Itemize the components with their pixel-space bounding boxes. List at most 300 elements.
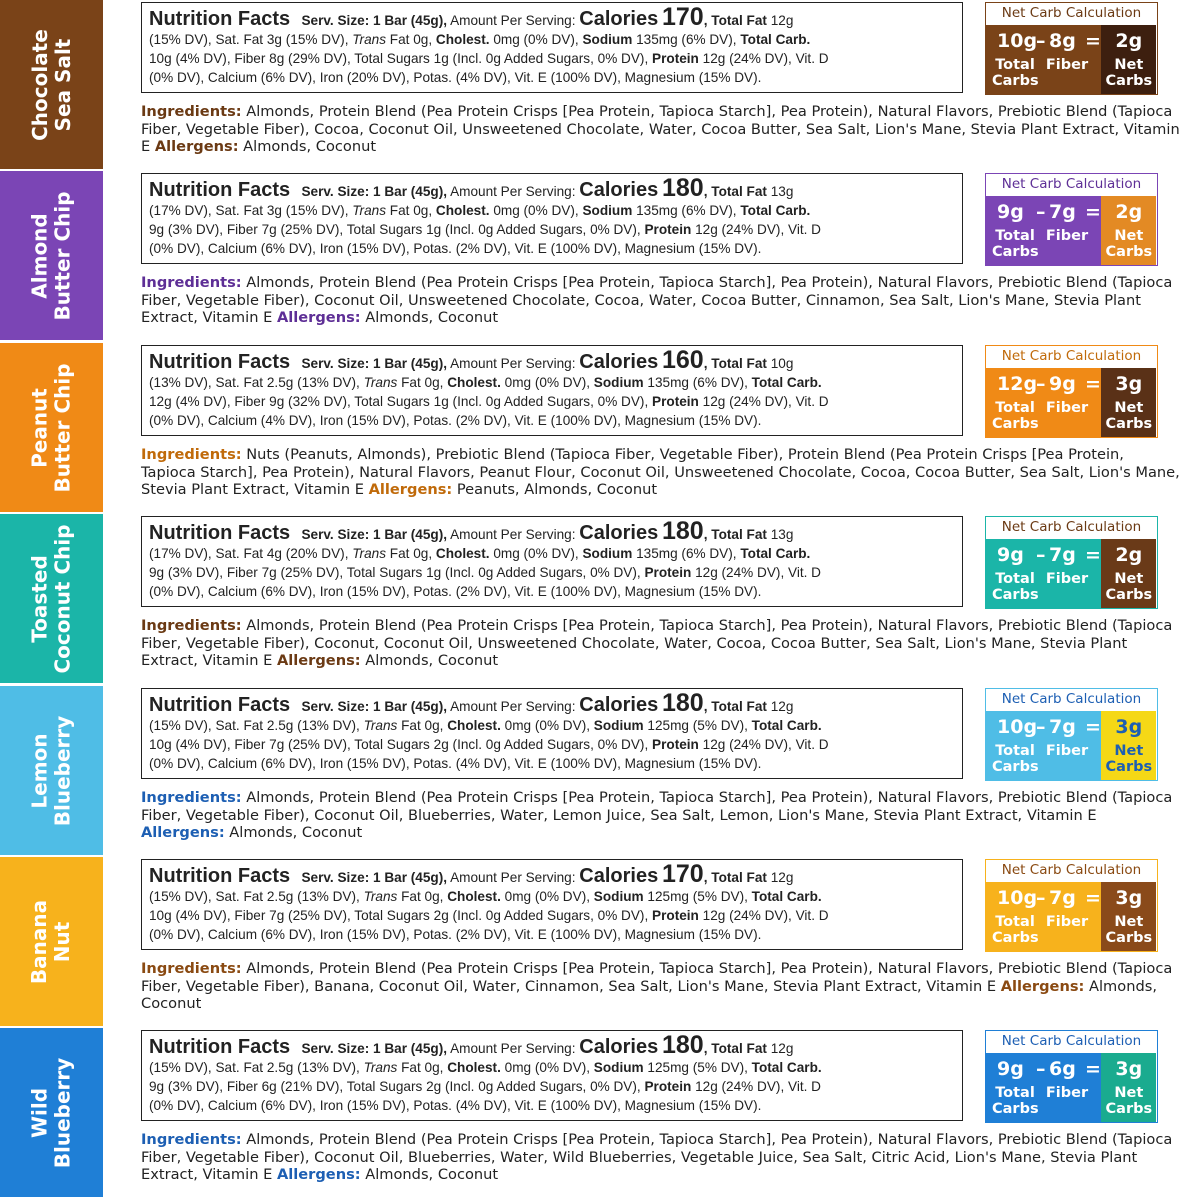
calories-value: 170 xyxy=(662,860,704,888)
flavor-row xyxy=(0,171,1200,342)
sodium-label: Sodium xyxy=(582,32,633,47)
total-sugars-value: 1g (Incl. 0g Added Sugars, 0% DV), xyxy=(433,51,649,66)
fiber-carbs-value: 7g xyxy=(1049,716,1076,738)
total-fat-value: 13g xyxy=(770,527,794,542)
ingredients-text xyxy=(141,617,1181,670)
ingredients-text xyxy=(141,789,1181,842)
nutrition-facts-panel: Nutrition Facts Serv. Size: 1 Bar (45g), Amount Per Serving: Calories 180, Total Fat 12g (15% DV), Sat. Fat 2.5g (13% DV), Trans Fat 0g, Cholest. 0mg (0% DV), Sodium 125mg (5% DV), Total Carb. 10g (4% DV), Fiber 7g (25% DV), Total Sugars 2g (Incl. 0g Added Sugars, 0% DV), Protein 12g (24% DV), Vit. D (0% DV), Calcium (6% DV), Iron (15% DV), Potas. (4% DV), Vit. E (100% DV), Magnesium (15% DV). xyxy=(141,688,963,779)
flavor-name-tab xyxy=(0,343,103,512)
sat-fat-value: 2.5g (13% DV), xyxy=(266,375,360,390)
total-sugars-label: Total Sugars xyxy=(346,565,423,580)
protein-label: Protein xyxy=(652,908,699,923)
protein-label: Protein xyxy=(652,51,699,66)
total-fat-dv: (15% DV), xyxy=(149,889,212,904)
net-carbs-result xyxy=(1101,368,1156,437)
cholest-value: 0mg (0% DV), xyxy=(504,375,590,390)
nutrition-facts-heading: Nutrition Facts xyxy=(149,694,291,716)
nutrition-facts-panel: Nutrition Facts Serv. Size: 1 Bar (45g), Amount Per Serving: Calories 180, Total Fat 13g (17% DV), Sat. Fat 4g (20% DV), Trans Fat 0g, Cholest. 0mg (0% DV), Sodium 135mg (6% DV), Total Carb. 9g (3% DV), Fiber 7g (25% DV), Total Sugars 1g (Incl. 0g Added Sugars, 0% DV), Protein 12g (24% DV), Vit. D (0% DV), Calcium (6% DV), Iron (15% DV), Potas. (2% DV), Vit. E (100% DV), Magnesium (15% DV). xyxy=(141,516,963,607)
cholest-value: 0mg (0% DV), xyxy=(504,718,590,733)
total-fat-label: Total Fat xyxy=(711,527,767,542)
fiber-value: 6g (21% DV), xyxy=(261,1079,344,1094)
equals-sign: = xyxy=(1085,887,1101,909)
micronutrients-line: (0% DV), Calcium (6% DV), Iron (15% DV), Potas. (2% DV), Vit. E (100% DV), Magnesium (15% DV). xyxy=(149,584,762,599)
nutrition-facts-panel: Nutrition Facts Serv. Size: 1 Bar (45g), Amount Per Serving: Calories 170, Total Fat 12g (15% DV), Sat. Fat 2.5g (13% DV), Trans Fat 0g, Cholest. 0mg (0% DV), Sodium 125mg (5% DV), Total Carb. 10g (4% DV), Fiber 7g (25% DV), Total Sugars 2g (Incl. 0g Added Sugars, 0% DV), Protein 12g (24% DV), Vit. D (0% DV), Calcium (6% DV), Iron (15% DV), Potas. (2% DV), Vit. E (100% DV), Magnesium (15% DV). xyxy=(141,859,963,950)
sat-fat-value: 2.5g (13% DV), xyxy=(266,718,360,733)
amount-per-serving-label: Amount Per Serving: xyxy=(450,870,576,885)
net-carb-calculation-box xyxy=(985,859,1158,952)
protein-value: 12g (24% DV), Vit. D xyxy=(695,1079,821,1094)
ingredients-label: Ingredients: xyxy=(141,103,242,120)
sodium-value: 135mg (6% DV), xyxy=(636,203,737,218)
total-carb-value: 10g (4% DV), xyxy=(149,51,231,66)
allergens-list: Almonds, Coconut xyxy=(243,138,377,155)
serving-size: Serv. Size: 1 Bar (45g), xyxy=(301,870,448,885)
allergens-label: Allergens: xyxy=(276,652,361,669)
net-carbs-result xyxy=(1101,25,1156,94)
total-carbs-value: 10g xyxy=(997,887,1038,909)
fiber-carbs-label: Fiber xyxy=(1045,914,1089,930)
fiber-value: 7g (25% DV), xyxy=(269,737,351,752)
flavor-name-line2: Nut xyxy=(50,921,75,962)
total-sugars-value: 1g (Incl. 0g Added Sugars, 0% DV), xyxy=(433,394,649,409)
amount-per-serving-label: Amount Per Serving: xyxy=(450,527,576,542)
serving-size: Serv. Size: 1 Bar (45g), xyxy=(301,356,448,371)
flavor-name-line1: Wild xyxy=(27,1087,52,1138)
protein-label: Protein xyxy=(652,737,699,752)
total-carbs-value: 10g xyxy=(997,716,1038,738)
nutrition-facts-heading: Nutrition Facts xyxy=(149,865,291,887)
cholest-value: 0mg (0% DV), xyxy=(493,32,579,47)
sodium-value: 125mg (5% DV), xyxy=(647,1060,748,1075)
total-fat-value: 12g xyxy=(770,699,794,714)
total-carb-value: 9g (3% DV), xyxy=(149,565,224,580)
total-fat-label: Total Fat xyxy=(711,13,767,28)
cholest-label: Cholest. xyxy=(447,889,501,904)
calories-label: Calories xyxy=(579,1036,659,1058)
flavor-name-tab xyxy=(0,1028,103,1197)
total-fat-dv: (15% DV), xyxy=(149,718,212,733)
sat-fat-value: 2.5g (13% DV), xyxy=(266,1060,360,1075)
total-fat-dv: (15% DV), xyxy=(149,32,212,47)
sat-fat-label: Sat. Fat xyxy=(215,889,264,904)
net-carb-title: Net Carb Calculation xyxy=(1001,862,1142,878)
ingredients-list: Almonds, Protein Blend (Pea Protein Crisps [Pea Protein, Tapioca Starch], Pea Protein), Natural Flavors, Prebiotic Blend (Tapioca Fiber, Vegetable Fiber), Coconut Oil, Unsweetened Chocolate, Cocoa, Water, Cocoa Butter, Cinnamon, Sea Salt, Lion's Mane, Stevia Plant Extract, Vitamin E xyxy=(141,274,1173,326)
flavor-name-line2: Butter Chip xyxy=(50,190,75,321)
net-carbs-label: Net Carbs xyxy=(1105,57,1153,89)
ingredients-label: Ingredients: xyxy=(141,446,242,463)
total-carb-label: Total Carb. xyxy=(740,32,811,47)
net-carb-title: Net Carb Calculation xyxy=(1001,1033,1142,1049)
total-carbs-value: 10g xyxy=(997,30,1038,52)
fiber-value: 7g (25% DV), xyxy=(269,908,351,923)
protein-value: 12g (24% DV), Vit. D xyxy=(702,394,829,409)
equals-sign: = xyxy=(1085,544,1101,566)
total-sugars-label: Total Sugars xyxy=(354,51,430,66)
ingredients-list: Almonds, Protein Blend (Pea Protein Crisps [Pea Protein, Tapioca Starch], Pea Protein), Natural Flavors, Prebiotic Blend (Tapioca Fiber, Vegetable Fiber), Banana, Coconut Oil, Water, Cinnamon, Sea Salt, Lion's Mane, Stevia Plant Extract, Vitamin E xyxy=(141,960,1173,995)
amount-per-serving-label: Amount Per Serving: xyxy=(450,356,576,371)
total-fat-label: Total Fat xyxy=(711,870,767,885)
calories-value: 160 xyxy=(662,346,704,374)
cholest-label: Cholest. xyxy=(435,32,490,47)
net-carb-calculation-box xyxy=(985,173,1158,266)
equals-sign: = xyxy=(1085,201,1101,223)
nutrition-facts-panel: Nutrition Facts Serv. Size: 1 Bar (45g), Amount Per Serving: Calories 180, Total Fat 12g (15% DV), Sat. Fat 2.5g (13% DV), Trans Fat 0g, Cholest. 0mg (0% DV), Sodium 125mg (5% DV), Total Carb. 9g (3% DV), Fiber 6g (21% DV), Total Sugars 2g (Incl. 0g Added Sugars, 0% DV), Protein 12g (24% DV), Vit. D (0% DV), Calcium (6% DV), Iron (15% DV), Potas. (4% DV), Vit. E (100% DV), Magnesium (15% DV). xyxy=(141,1030,963,1121)
cholest-label: Cholest. xyxy=(447,718,501,733)
trans-fat-value: Fat 0g, xyxy=(389,203,433,218)
total-sugars-label: Total Sugars xyxy=(354,908,430,923)
net-carbs-value: 2g xyxy=(1115,201,1143,223)
sodium-label: Sodium xyxy=(593,375,644,390)
total-fat-value: 12g xyxy=(770,1041,794,1056)
net-carbs-result xyxy=(1101,882,1156,951)
protein-label: Protein xyxy=(644,1079,692,1094)
fiber-label: Fiber xyxy=(234,51,266,66)
protein-value: 12g (24% DV), Vit. D xyxy=(702,51,829,66)
trans-fat-value: Fat 0g, xyxy=(389,32,433,47)
total-carbs-value: 9g xyxy=(997,544,1024,566)
fiber-carbs-label: Fiber xyxy=(1045,743,1089,759)
total-carb-label: Total Carb. xyxy=(751,375,822,390)
trans-fat-value: Fat 0g, xyxy=(401,889,444,904)
net-carb-equation xyxy=(986,711,1101,780)
micronutrients-line: (0% DV), Calcium (6% DV), Iron (15% DV), Potas. (4% DV), Vit. E (100% DV), Magnesium (15% DV). xyxy=(149,1098,762,1113)
nutrition-facts-heading: Nutrition Facts xyxy=(149,1036,291,1058)
sat-fat-label: Sat. Fat xyxy=(215,546,264,561)
flavor-name-line1: Banana xyxy=(27,899,52,984)
calories-value: 180 xyxy=(662,689,704,717)
net-carb-calculation-box xyxy=(985,1030,1158,1123)
minus-sign: – xyxy=(1036,887,1046,909)
calories-label: Calories xyxy=(579,8,659,30)
total-sugars-label: Total Sugars xyxy=(346,1079,423,1094)
flavor-row xyxy=(0,686,1200,857)
fiber-carbs-value: 7g xyxy=(1049,201,1076,223)
net-carb-equation xyxy=(986,882,1101,951)
cholest-value: 0mg (0% DV), xyxy=(493,203,579,218)
calories-label: Calories xyxy=(579,694,659,716)
total-carb-value: 10g (4% DV), xyxy=(149,737,231,752)
net-carbs-value: 3g xyxy=(1115,887,1143,909)
total-fat-label: Total Fat xyxy=(711,1041,767,1056)
total-carb-label: Total Carb. xyxy=(751,889,822,904)
flavor-name-line1: Chocolate xyxy=(27,28,52,141)
flavor-name-tab xyxy=(0,171,103,340)
total-fat-dv: (17% DV), xyxy=(149,546,212,561)
fiber-carbs-label: Fiber xyxy=(1045,1085,1089,1101)
sat-fat-label: Sat. Fat xyxy=(215,375,264,390)
nutrition-facts-heading: Nutrition Facts xyxy=(149,179,291,201)
trans-label: Trans xyxy=(363,889,398,904)
total-fat-dv: (17% DV), xyxy=(149,203,212,218)
total-fat-label: Total Fat xyxy=(711,356,767,371)
net-carbs-result xyxy=(1101,711,1156,780)
minus-sign: – xyxy=(1036,373,1046,395)
flavor-name-line1: Lemon xyxy=(27,732,52,809)
serving-size: Serv. Size: 1 Bar (45g), xyxy=(301,699,448,714)
sodium-label: Sodium xyxy=(593,1060,644,1075)
trans-label: Trans xyxy=(352,546,387,561)
total-carb-value: 9g (3% DV), xyxy=(149,222,224,237)
sodium-value: 135mg (6% DV), xyxy=(636,32,737,47)
sodium-value: 125mg (5% DV), xyxy=(647,718,748,733)
serving-size: Serv. Size: 1 Bar (45g), xyxy=(301,527,448,542)
total-carbs-label: Total Carbs xyxy=(992,1085,1039,1117)
ingredients-text xyxy=(141,1131,1181,1184)
fiber-value: 8g (29% DV), xyxy=(269,51,351,66)
trans-label: Trans xyxy=(363,1060,398,1075)
net-carbs-label: Net Carbs xyxy=(1105,228,1153,260)
total-fat-value: 12g xyxy=(770,13,794,28)
net-carbs-label: Net Carbs xyxy=(1105,400,1153,432)
fiber-carbs-value: 6g xyxy=(1049,1058,1076,1080)
calories-label: Calories xyxy=(579,522,659,544)
fiber-label: Fiber xyxy=(234,908,266,923)
net-carb-title: Net Carb Calculation xyxy=(1001,176,1142,192)
minus-sign: – xyxy=(1036,716,1046,738)
protein-value: 12g (24% DV), Vit. D xyxy=(695,565,821,580)
protein-value: 12g (24% DV), Vit. D xyxy=(702,908,829,923)
total-sugars-value: 2g (Incl. 0g Added Sugars, 0% DV), xyxy=(433,908,649,923)
ingredients-text xyxy=(141,103,1181,156)
flavor-name-tab xyxy=(0,857,103,1026)
net-carbs-label: Net Carbs xyxy=(1105,571,1153,603)
total-fat-label: Total Fat xyxy=(711,184,767,199)
minus-sign: – xyxy=(1036,1058,1046,1080)
fiber-carbs-label: Fiber xyxy=(1045,228,1089,244)
ingredients-list: Nuts (Peanuts, Almonds), Prebiotic Blend (Tapioca Fiber, Vegetable Fiber), Protein Blend (Pea Protein Crisps [Pea Protein, Tapioca Starch], Pea Protein), Natural Flavors, Peanut Flour, Coconut Oil, Unsweetened Chocolate, Cocoa, Cocoa Butter, Sea Salt, Lion's Mane, Stevia Plant Extract, Vitamin E xyxy=(141,446,1180,498)
fiber-label: Fiber xyxy=(234,394,266,409)
protein-value: 12g (24% DV), Vit. D xyxy=(702,737,829,752)
micronutrients-line: (0% DV), Calcium (6% DV), Iron (20% DV), Potas. (4% DV), Vit. E (100% DV), Magnesium (15% DV). xyxy=(149,70,762,85)
net-carbs-value: 3g xyxy=(1115,373,1143,395)
sodium-value: 125mg (5% DV), xyxy=(647,889,748,904)
trans-label: Trans xyxy=(363,718,398,733)
fiber-carbs-value: 7g xyxy=(1049,887,1076,909)
serving-size: Serv. Size: 1 Bar (45g), xyxy=(301,1041,448,1056)
ingredients-list: Almonds, Protein Blend (Pea Protein Crisps [Pea Protein, Tapioca Starch], Pea Protein), Natural Flavors, Prebiotic Blend (Tapioca Fiber, Vegetable Fiber), Coconut Oil, Blueberries, Water, Wild Blueberries, Vegetable Juice, Sea Salt, Citric Acid, Lion's Mane, Stevia Plant Extract, Vitamin E xyxy=(141,1131,1173,1183)
amount-per-serving-label: Amount Per Serving: xyxy=(450,13,576,28)
ingredients-label: Ingredients: xyxy=(141,960,242,977)
flavor-name-line1: Toasted xyxy=(27,554,52,643)
fiber-label: Fiber xyxy=(234,737,266,752)
net-carbs-label: Net Carbs xyxy=(1105,743,1153,775)
amount-per-serving-label: Amount Per Serving: xyxy=(450,699,576,714)
net-carb-calculation-box xyxy=(985,345,1158,438)
fiber-label: Fiber xyxy=(226,1079,258,1094)
cholest-value: 0mg (0% DV), xyxy=(493,546,579,561)
flavor-name-line2: Coconut Chip xyxy=(50,523,75,674)
allergens-label: Allergens: xyxy=(141,824,225,841)
trans-fat-value: Fat 0g, xyxy=(401,375,444,390)
cholest-value: 0mg (0% DV), xyxy=(504,1060,590,1075)
sat-fat-value: 3g (15% DV), xyxy=(266,203,349,218)
calories-value: 180 xyxy=(662,1031,704,1059)
fiber-carbs-value: 7g xyxy=(1049,544,1076,566)
total-carb-value: 12g (4% DV), xyxy=(149,394,231,409)
net-carb-calculation-box xyxy=(985,516,1158,609)
protein-value: 12g (24% DV), Vit. D xyxy=(695,222,821,237)
nutrition-facts-panel: Nutrition Facts Serv. Size: 1 Bar (45g), Amount Per Serving: Calories 170, Total Fat 12g (15% DV), Sat. Fat 3g (15% DV), Trans Fat 0g, Cholest. 0mg (0% DV), Sodium 135mg (6% DV), Total Carb. 10g (4% DV), Fiber 8g (29% DV), Total Sugars 1g (Incl. 0g Added Sugars, 0% DV), Protein 12g (24% DV), Vit. D (0% DV), Calcium (6% DV), Iron (20% DV), Potas. (4% DV), Vit. E (100% DV), Magnesium (15% DV). xyxy=(141,2,963,93)
flavor-name-tab xyxy=(0,514,103,683)
total-sugars-value: 1g (Incl. 0g Added Sugars, 0% DV), xyxy=(426,565,641,580)
trans-fat-value: Fat 0g, xyxy=(389,546,433,561)
micronutrients-line: (0% DV), Calcium (6% DV), Iron (15% DV), Potas. (2% DV), Vit. E (100% DV), Magnesium (15% DV). xyxy=(149,241,762,256)
net-carb-title: Net Carb Calculation xyxy=(1001,519,1142,535)
allergens-list: Almonds, Coconut xyxy=(229,824,363,841)
cholest-value: 0mg (0% DV), xyxy=(504,889,590,904)
total-carbs-label: Total Carbs xyxy=(992,571,1039,603)
flavor-row xyxy=(0,514,1200,685)
calories-label: Calories xyxy=(579,351,659,373)
ingredients-label: Ingredients: xyxy=(141,1131,242,1148)
allergens-label: Allergens: xyxy=(276,309,361,326)
flavor-name-line2: Sea Salt xyxy=(50,38,75,131)
flavor-name-line1: Almond xyxy=(27,212,52,299)
serving-size: Serv. Size: 1 Bar (45g), xyxy=(301,13,448,28)
cholest-label: Cholest. xyxy=(447,1060,501,1075)
total-sugars-label: Total Sugars xyxy=(346,222,423,237)
total-carbs-label: Total Carbs xyxy=(992,400,1039,432)
total-carbs-value: 9g xyxy=(997,201,1024,223)
net-carbs-label: Net Carbs xyxy=(1105,1085,1153,1117)
sodium-label: Sodium xyxy=(582,203,633,218)
ingredients-text xyxy=(141,274,1181,327)
sat-fat-label: Sat. Fat xyxy=(215,32,264,47)
calories-value: 170 xyxy=(662,3,704,31)
sat-fat-label: Sat. Fat xyxy=(215,1060,264,1075)
micronutrients-line: (0% DV), Calcium (6% DV), Iron (15% DV), Potas. (4% DV), Vit. E (100% DV), Magnesium (15% DV). xyxy=(149,756,762,771)
fiber-value: 9g (32% DV), xyxy=(269,394,351,409)
sodium-value: 135mg (6% DV), xyxy=(647,375,748,390)
ingredients-list: Almonds, Protein Blend (Pea Protein Crisps [Pea Protein, Tapioca Starch], Pea Protein), Natural Flavors, Prebiotic Blend (Tapioca Fiber, Vegetable Fiber), Coconut Oil, Blueberries, Water, Lemon Juice, Sea Salt, Lemon, Lion's Mane, Stevia Plant Extract, Vitamin E xyxy=(141,789,1173,824)
total-fat-value: 13g xyxy=(770,184,794,199)
protein-label: Protein xyxy=(644,222,692,237)
amount-per-serving-label: Amount Per Serving: xyxy=(450,184,576,199)
fiber-carbs-value: 9g xyxy=(1049,373,1076,395)
total-carb-label: Total Carb. xyxy=(740,546,811,561)
nutrition-facts-heading: Nutrition Facts xyxy=(149,351,291,373)
sodium-label: Sodium xyxy=(593,718,644,733)
sat-fat-value: 2.5g (13% DV), xyxy=(266,889,360,904)
net-carbs-label: Net Carbs xyxy=(1105,914,1153,946)
flavor-row xyxy=(0,0,1200,171)
total-carbs-label: Total Carbs xyxy=(992,57,1039,89)
calories-label: Calories xyxy=(579,179,659,201)
fiber-carbs-label: Fiber xyxy=(1045,400,1089,416)
allergens-label: Allergens: xyxy=(276,1166,361,1183)
total-carbs-label: Total Carbs xyxy=(992,228,1039,260)
flavor-name-line2: Blueberry xyxy=(50,1057,75,1168)
sat-fat-label: Sat. Fat xyxy=(215,203,264,218)
trans-fat-value: Fat 0g, xyxy=(401,718,444,733)
trans-label: Trans xyxy=(352,32,387,47)
total-sugars-label: Total Sugars xyxy=(354,394,430,409)
protein-label: Protein xyxy=(644,565,692,580)
allergens-label: Allergens: xyxy=(1000,977,1085,995)
total-carb-value: 9g (3% DV), xyxy=(149,1079,224,1094)
net-carbs-value: 3g xyxy=(1115,716,1143,738)
equals-sign: = xyxy=(1085,716,1101,738)
net-carb-equation xyxy=(986,196,1101,265)
ingredients-text xyxy=(141,446,1181,499)
flavor-row xyxy=(0,343,1200,514)
total-fat-value: 10g xyxy=(770,356,794,371)
sodium-value: 135mg (6% DV), xyxy=(636,546,737,561)
total-fat-dv: (15% DV), xyxy=(149,1060,212,1075)
net-carb-title: Net Carb Calculation xyxy=(1001,5,1142,21)
micronutrients-line: (0% DV), Calcium (6% DV), Iron (15% DV), Potas. (2% DV), Vit. E (100% DV), Magnesium (15% DV). xyxy=(149,927,762,942)
net-carb-title: Net Carb Calculation xyxy=(1001,348,1142,364)
net-carb-title: Net Carb Calculation xyxy=(1001,691,1142,707)
flavor-row xyxy=(0,857,1200,1028)
total-carbs-value: 9g xyxy=(997,1058,1024,1080)
total-sugars-value: 2g (Incl. 0g Added Sugars, 0% DV), xyxy=(426,1079,641,1094)
ingredients-label: Ingredients: xyxy=(141,274,242,291)
amount-per-serving-label: Amount Per Serving: xyxy=(450,1041,576,1056)
sat-fat-value: 4g (20% DV), xyxy=(266,546,349,561)
flavor-name-tab xyxy=(0,0,103,169)
allergens-list: Peanuts, Almonds, Coconut xyxy=(456,481,658,498)
net-carb-equation xyxy=(986,368,1101,437)
net-carbs-value: 2g xyxy=(1115,30,1143,52)
fiber-label: Fiber xyxy=(226,222,258,237)
cholest-label: Cholest. xyxy=(447,375,501,390)
total-carb-label: Total Carb. xyxy=(740,203,811,218)
allergens-list: Almonds, Coconut xyxy=(365,652,499,669)
sodium-label: Sodium xyxy=(582,546,633,561)
trans-label: Trans xyxy=(352,203,387,218)
fiber-value: 7g (25% DV), xyxy=(261,222,344,237)
ingredients-label: Ingredients: xyxy=(141,617,242,634)
sodium-label: Sodium xyxy=(593,889,644,904)
total-carb-label: Total Carb. xyxy=(751,1060,822,1075)
net-carb-calculation-box xyxy=(985,2,1158,95)
fiber-label: Fiber xyxy=(226,565,258,580)
allergens-label: Allergens: xyxy=(368,481,453,498)
flavor-row xyxy=(0,1028,1200,1199)
trans-label: Trans xyxy=(363,375,398,390)
calories-label: Calories xyxy=(579,865,659,887)
ingredients-label: Ingredients: xyxy=(141,789,242,806)
sat-fat-label: Sat. Fat xyxy=(215,718,264,733)
minus-sign: – xyxy=(1036,201,1046,223)
minus-sign: – xyxy=(1036,544,1046,566)
calories-value: 180 xyxy=(662,517,704,545)
trans-fat-value: Fat 0g, xyxy=(401,1060,444,1075)
cholest-label: Cholest. xyxy=(435,203,490,218)
net-carb-calculation-box xyxy=(985,688,1158,781)
total-fat-dv: (13% DV), xyxy=(149,375,212,390)
net-carb-equation xyxy=(986,1053,1101,1122)
cholest-label: Cholest. xyxy=(435,546,490,561)
protein-label: Protein xyxy=(652,394,699,409)
net-carb-equation xyxy=(986,539,1101,608)
total-sugars-label: Total Sugars xyxy=(354,737,430,752)
total-carb-label: Total Carb. xyxy=(751,718,822,733)
net-carbs-result xyxy=(1101,1053,1156,1122)
flavor-name-tab xyxy=(0,686,103,855)
ingredients-text xyxy=(141,960,1181,1013)
nutrition-facts-heading: Nutrition Facts xyxy=(149,8,291,30)
net-carbs-value: 3g xyxy=(1115,1058,1143,1080)
total-sugars-value: 1g (Incl. 0g Added Sugars, 0% DV), xyxy=(426,222,641,237)
flavor-name-line1: Peanut xyxy=(27,387,52,468)
allergens-list: Almonds, Coconut xyxy=(365,309,499,326)
total-fat-value: 12g xyxy=(770,870,794,885)
equals-sign: = xyxy=(1085,1058,1101,1080)
fiber-carbs-label: Fiber xyxy=(1045,57,1089,73)
allergens-label: Allergens: xyxy=(154,138,239,155)
